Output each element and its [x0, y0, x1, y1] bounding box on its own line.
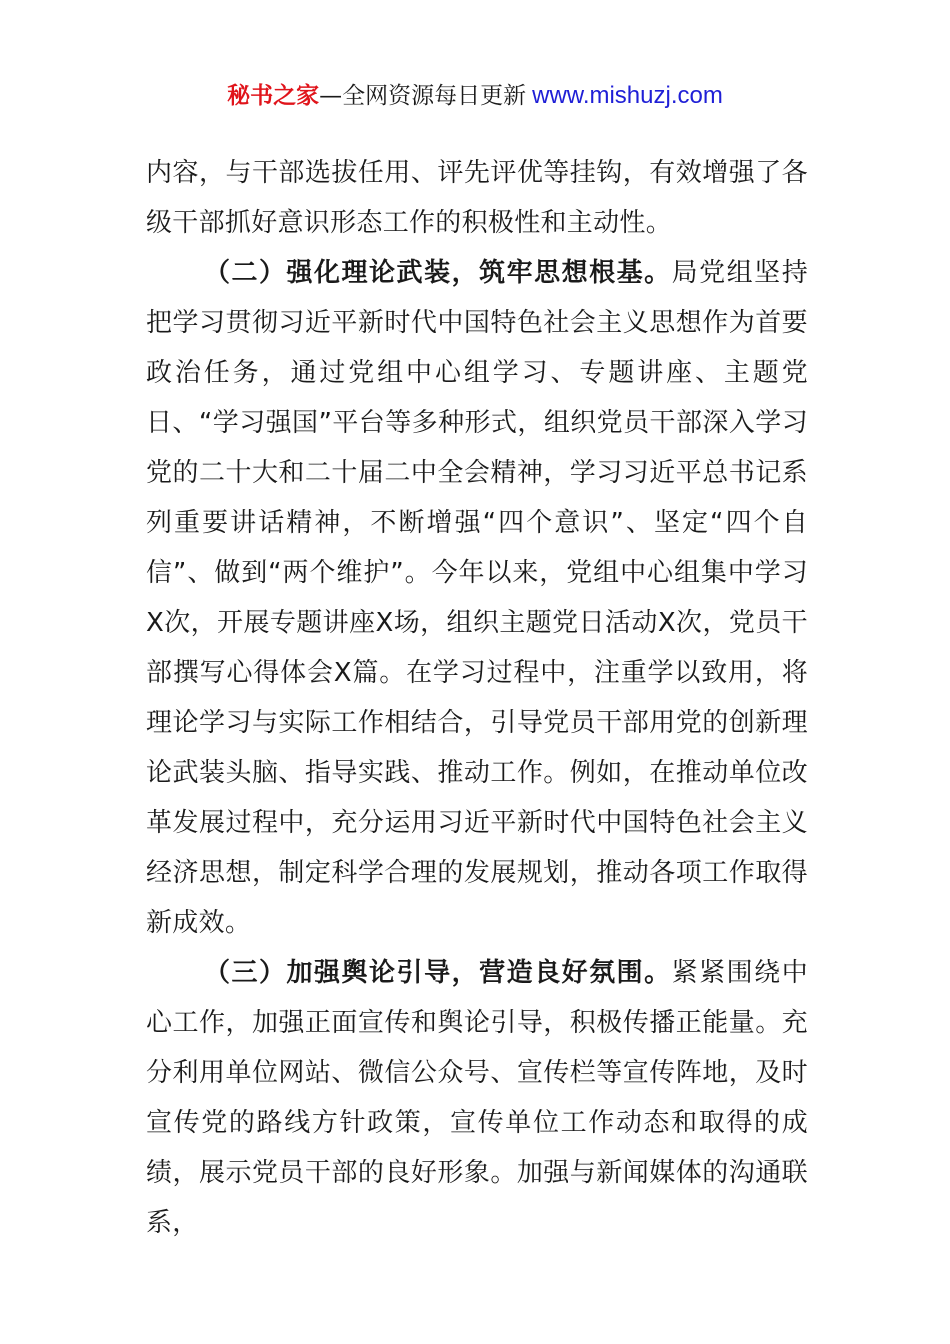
section-heading-2: （二）强化理论武装，筑牢思想根基。 — [204, 258, 672, 288]
paragraph-continuation — [146, 148, 808, 248]
section-heading-3: （三）加强舆论引导，营造良好氛围。 — [204, 958, 672, 988]
document-body — [146, 148, 808, 1248]
paragraph-text: 紧紧围绕中心工作，加强正面宣传和舆论引导，积极传播正能量。充分利用单位网站、微信公众号、宣传栏等宣传阵地，及时宣传党的路线方针政策，宣传单位工作动态和取得的成绩，展示党员干部的良好形象。加强与新闻媒体的沟通联系， — [146, 958, 808, 1238]
paragraph-section-3 — [146, 948, 808, 1248]
paragraph-section-2 — [146, 248, 808, 948]
site-header — [0, 80, 950, 112]
paragraph-text: 局党组坚持把学习贯彻习近平新时代中国特色社会主义思想作为首要政治任务，通过党组中心组学习、专题讲座、主题党日、“学习强国”平台等多种形式，组织党员干部深入学习党的二十大和二十届二中全会精神，学习习近平总书记系列重要讲话精神，不断增强“四个意识”、坚定“四个自信”、做到“两个维护”。今年以来，党组中心组集中学习X次，开展专题讲座X场，组织主题党日活动X次，党员干部撰写心得体会X篇。在学习过程中，注重学以致用，将理论学习与实际工作相结合，引导党员干部用党的创新理论武装头脑、指导实践、推动工作。例如，在推动单位改革发展过程中，充分运用习近平新时代中国特色社会主义经济思想，制定科学合理的发展规划，推动各项工作取得新成效。 — [146, 258, 808, 938]
site-brand: 秘书之家 — [227, 83, 320, 109]
site-url-link[interactable]: www.mishuzj.com — [532, 82, 723, 109]
header-dash: — — [319, 83, 343, 109]
paragraph-text: 内容，与干部选拔任用、评先评优等挂钩，有效增强了各级干部抓好意识形态工作的积极性和主动性。 — [146, 158, 808, 238]
site-tagline: 全网资源每日更新 — [342, 83, 527, 109]
